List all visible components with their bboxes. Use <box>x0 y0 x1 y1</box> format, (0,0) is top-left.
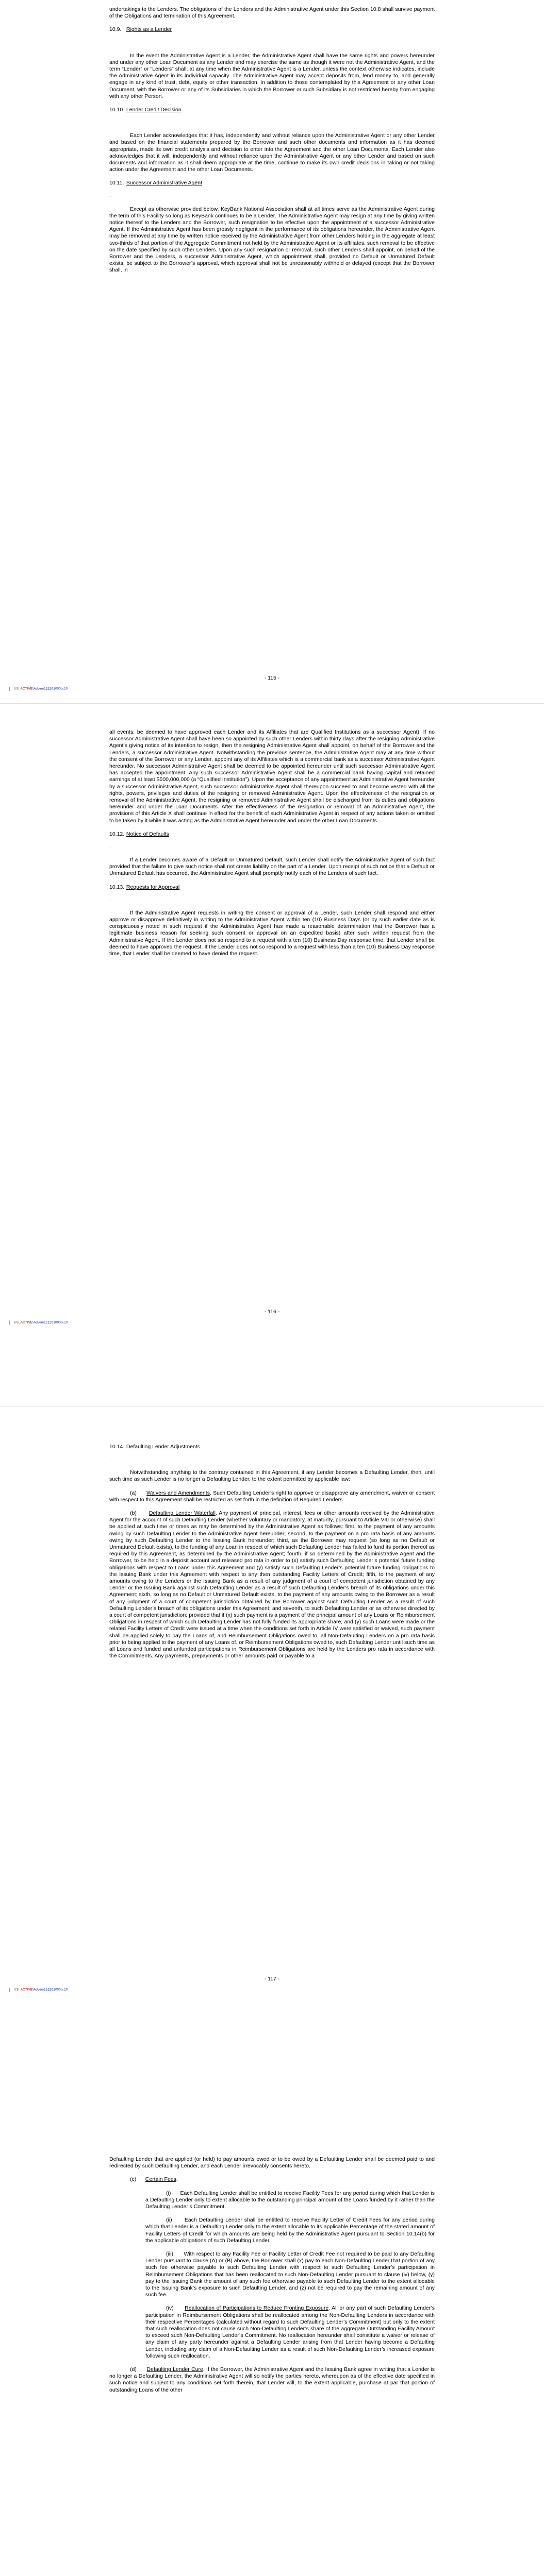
page-116 <box>0 703 544 1406</box>
section-10-13-heading: 10.13. Requests for Approval <box>109 884 180 890</box>
page-116-content <box>109 729 435 964</box>
clause-c-i: (i) Each Defaulting Lender shall be entitled to receive Facility Fees for any period during which that Lender is a Defaulting Lender only to extent allocable to the outstanding principal amount of the Loans funded by it rather than the Defaulting Lender’s Commitment. <box>145 2190 435 2210</box>
clause-c-iii: (iii) With respect to any Facility Fee or Facility Letter of Credit Fee not required to be paid to any Defaulting Lender pursuant to clause (A) or (B) above, the Borrower shall (x) pay to each Non-Defaulting Lender that portion of any such fee otherwise payable to such Defaulting Lender with respect to such Defaulting Lender’s participation in Reimbursement Obligations that has been reallocated to such Non-Defaulting Lender pursuant to clause (iv) below, (y) pay to the Issuing Bank the amount of any such fee otherwise payable to such Defaulting Lender to the extent allocable to the Issuing Bank’s exposure to such Defaulting Lender, and (z) not be required to pay the remaining amount of any such fee. <box>145 2251 435 2298</box>
clause-a-title: Waivers and Amendments <box>146 1489 210 1496</box>
document-footer: US_ACTIVE\Adven\121261000\v.10 <box>9 687 68 691</box>
section-10-11-text: Except as otherwise provided below, KeyBank National Association shall at all times serve as the Administrative Agent during the term of this Facility so long as KeyBank continues to be a Lender. The Administrative Agent may resign at any time by giving written notice thereof to the Lenders and the Borrower, such resignation to be effective upon the appointment of a successor Administrative Agent. If the Administrative Agent has been grossly negligent in the performance of its obligations hereunder, the Administrative Agent may be removed at any time by written notice received by the Administrative Agent from other Lenders holding in the aggregate at least two-thirds of that portion of the Aggregate Commitment not held by the Administrative Agent or its affiliates, such removal to be effective on the date specified by such other Lenders. Upon any such resignation or removal, such other Lenders shall appoint, on behalf of the Borrower and the Lenders, a successor Administrative Agent, which appointment shall, provided no Default or Unmatured Default exists, be subject to the Borrower’s approval, which approval shall not be unreasonably withheld or delayed (except that the Borrower shall, in <box>109 206 435 274</box>
section-10-12-text: If a Lender becomes aware of a Default or Unmatured Default, such Lender shall notify the Administrative Agent of such fact provided that the failure to give such notice shall not create liability on the part of a Lender. Upon receipt of such notice that a Default or Unmatured Default has occurred, the Administrative Agent shall promptly notify each of the Lenders of such fact. <box>109 857 435 877</box>
blank-line: . <box>109 118 111 125</box>
clause-c-ii: (ii) Each Defaulting Lender shall be entitled to receive Facility Letter of Credit Fees for any period during which that Lender is a Defaulting Lender only to the extent allocable to its applicable Percentage of the stated amount of Facility Letters of Credit for which amounts are being held by the Administrative Agent pursuant to Section 10.14(b) for the applicable obligations of such Defaulting Lender. <box>145 2217 435 2244</box>
section-10-14-title: Defaulting Lender Adjustments <box>126 1444 200 1450</box>
section-10-10-title: Lender Credit Decision <box>126 107 182 113</box>
clause-c-iv: (iv) Reallocation of Participations to Reduce Fronting Exposure. All or any part of such Defaulting Lender’s participation in Reimbursement Obligations shall be reallocated among the Non-Defaulting Lenders in accordance with their respective Percentages (calculated without regard to such Defaulting Lender’s Commitment) but only to the extent that such reallocation does not cause such Non-Defaulting Lender’s share of the aggregate Outstanding Facility Amount to exceed such Non-Defaulting Lender’s Commitment. No reallocation hereunder shall constitute a waiver or release of any claim of any party hereunder against a Defaulting Lender arising from that Lender having become a Defaulting Lender, including any claim of a Non-Defaulting Lender as a result of such Non-Defaulting Lender’s increased exposure following such reallocation. <box>145 2305 435 2359</box>
page-115-top-text: undertakings to the Lenders. The obligations of the Lenders and the Administrative Agent under this Section 10.8 shall survive payment of the Obligations and termination of this Agreement. <box>109 6 435 20</box>
page-116-top-text: all events, be deemed to have approved each Lender and its Affiliates that are Qualified Institutions as a successor Agent). If no successor Administrative Agent shall have been so appointed by such other Lenders within thirty days after the resigning Administrative Agent’s giving notice of its intention to resign, then the resigning Administrative Agent shall appoint, on behalf of the Borrower and the Lenders, a successor Administrative Agent. Notwithstanding the previous sentence, the Administrative Agent may at any time without the consent of the Borrower or any Lender, appoint any of its Affiliates which is a commercial bank as a successor Administrative Agent hereunder. No successor Administrative Agent shall be deemed to be appointed hereunder until such successor Administrative Agent has accepted the appointment. Any such successor Administrative Agent shall be a commercial bank having capital and retained earnings of at least $500,000,000 (a “Qualified Institution”). Upon the acceptance of any appointment as Administrative Agent hereunder by a successor Administrative Agent, such successor Administrative Agent shall thereupon succeed to and become vested with all the rights, powers, privileges and duties of the resigning or removed Administrative Agent. Upon the effectiveness of the resignation or removal of the Administrative Agent, the resigning or removed Administrative Agent shall be discharged from its duties and obligations hereunder and under the Loan Documents. After the effectiveness of the resignation or removal of an Administrative Agent, the provisions of this Article X shall continue in effect for the benefit of such Administrative Agent in respect of any actions taken or omitted to be taken by it while it was acting as the Administrative Agent hereunder and under the other Loan Documents. <box>109 729 435 824</box>
clause-b: (b) Defaulting Lender Waterfall. Any payment of principal, interest, fees or other amounts received by the Administrative Agent for the account of such Defaulting Lender (whether voluntary or mandatory, at maturity, pursuant to Article VIII or otherwise) shall be applied at such time or times as may be determined by the Administrative Agent as follows: first, to the payment of any amounts owing by such Defaulting Lender to the Administrative Agent hereunder; second, to the payment on a pro rata basis of any amounts owing by such Defaulting Lender to the Issuing Bank hereunder; third, as the Borrower may request (so long as no Default or Unmatured Default exists), to the funding of any Loan in respect of which such Defaulting Lender has failed to fund its portion thereof as required by this Agreement, as determined by the Administrative Agent; fourth, if so determined by the Administrative Agent and the Borrower, to be held in a deposit account and released pro rata in order to (x) satisfy such Defaulting Lender’s potential future funding obligations with respect to Loans under this Agreement and (y) satisfy such Defaulting Lender’s potential future funding obligations to the Issuing Bank under this Agreement with respect to any then outstanding Facility Letters of Credit; fifth, to the payment of any amounts owing to the Lenders or the Issuing Bank as a result of any judgment of a court of competent jurisdiction obtained by any Lender or the Issuing Bank against such Defaulting Lender as a result of such Defaulting Lender’s breach of its obligations under this Agreement; sixth, so long as no Default or Unmatured Default exists, to the payment of any amounts owing to the Borrower as a result of any judgment of a court of competent jurisdiction obtained by the Borrower against such Defaulting Lender as a result of such Defaulting Lender’s breach of its obligations under this Agreement; and seventh, to such Defaulting Lender or as otherwise directed by a court of competent jurisdiction; provided that if (x) such payment is a payment of the principal amount of any Loans or Reimbursement Obligations in respect of which such Defaulting Lender has not fully funded its appropriate share, and (y) such Loans were made or the related Facility Letters of Credit were issued at a time when the conditions set forth in Article IV were satisfied or waived, such payment shall be applied solely to pay the Loans of, and Reimbursement Obligations owed to, all Non-Defaulting Lenders on a pro rata basis prior to being applied to the payment of any Loans of, or Reimbursement Obligations owed to, such Defaulting Lender until such time as all Loans and funded and unfunded participations in Reimbursement Obligations are held by the Lenders pro rata in accordance with the Commitments. Any payments, prepayments or other amounts paid or payable to a <box>109 1510 435 1659</box>
section-10-13-text: If the Administrative Agent requests in writing the consent or approval of a Lender, such Lender shall respond and either approve or disapprove definitively in writing to the Administrative Agent within ten (10) Business Days (or by such earlier date as is conspicuously noted in such request if the Administrative Agent has made a reasonable determination that the Borrower has a legitimate business reason for seeking such consent or approval on an expedited basis) after such written request from the Administrative Agent. If the Lender does not so respond to a request with a ten (10) Business Day response time, that Lender shall be deemed to have approved the request. If the Lender does not so respond to a request with less than a ten (10) Business Day response time, that Lender shall be deemed to have denied the request. <box>109 909 435 957</box>
section-10-13-title: Requests for Approval <box>126 884 180 890</box>
page-117 <box>0 1406 544 2110</box>
clause-d: (d) Defaulting Lender Cure. If the Borrower, the Administrative Agent and the Issuing Bank agree in writing that a Lender is no longer a Defaulting Lender, the Administrative Agent will so notify the parties hereto, whereupon as of the effective date specified in such notice and subject to any conditions set forth therein, that Lender will, to the extent applicable, purchase at par that portion of outstanding Loans of the other <box>109 2366 435 2393</box>
document-footer: US_ACTIVE\Adven\121261000\v.10 <box>9 1988 68 1992</box>
section-10-9-text: In the event the Administrative Agent is a Lender, the Administrative Agent shall have the same rights and powers hereunder and under any other Loan Document as any Lender and may exercise the same as though it were not the Administrative Agent, and the term “Lender” or “Lenders” shall, at any time when the Administrative Agent is a Lender, unless the context otherwise indicates, include the Administrative Agent in its individual capacity. The Administrative Agent may accept deposits from, lend money to, and generally engage in any kind of trust, debt, equity or other transaction, in addition to those contemplated by this Agreement or any other Loan Document, with the Borrower or any of its Subsidiaries in which the Borrower or such Subsidiary is not restricted hereby from engaging with any other Person. <box>109 52 435 99</box>
section-10-9-title: Rights as a Lender <box>126 26 172 33</box>
section-10-14-heading: 10.14. Defaulting Lender Adjustments <box>109 1444 200 1450</box>
blank-line: . <box>109 843 111 850</box>
section-10-9-heading: 10.9. Rights as a Lender <box>109 26 172 33</box>
blank-line: . <box>109 192 111 198</box>
page-118-top-text: Defaulting Lender that are applied (or held) to pay amounts owed or to be owed by a Defaulting Lender shall be deemed paid to and redirected by such Defaulting Lender, and each Lender irrevocably consents hereto. <box>109 2156 435 2170</box>
clause-c-iv-title: Reallocation of Participations to Reduce Fronting Exposure <box>185 2305 329 2312</box>
section-10-10-heading: 10.10. Lender Credit Decision <box>109 107 182 113</box>
page-117-content <box>109 1437 435 1666</box>
section-10-10-text: Each Lender acknowledges that it has, independently and without reliance upon the Administrative Agent or any other Lender and based on the financial statements prepared by the Borrower and such other documents and information as it has deemed appropriate, made its own credit analysis and decision to enter into the Agreement and the other Loan Documents. Each Lender also acknowledges that it will, independently and without reliance upon the Administrative Agent or any other Lender and based on such documents and information as it shall deem appropriate at the time, continue to make its own credit decisions in taking or not taking action under the Agreement and the other Loan Documents. <box>109 132 435 173</box>
section-10-11-heading: 10.11. Successor Administrative Agent <box>109 180 202 187</box>
clause-c-title: Certain Fees <box>145 2176 176 2183</box>
section-10-12-heading: 10.12. Notice of Defaults <box>109 831 169 837</box>
clause-b-title: Defaulting Lender Waterfall <box>149 1510 216 1517</box>
page-115-content <box>109 6 435 281</box>
section-10-11-title: Successor Administrative Agent <box>126 180 202 187</box>
page-118-content <box>109 2156 435 2400</box>
blank-line: . <box>109 895 111 902</box>
page-number: - 115 - <box>264 675 280 681</box>
page-number: - 116 - <box>264 1309 280 1315</box>
blank-line: . <box>109 1455 111 1462</box>
clause-c: (c) Certain Fees. <box>130 2176 178 2183</box>
page-number: - 117 - <box>264 1976 280 1982</box>
section-10-12-title: Notice of Defaults <box>126 831 169 837</box>
section-10-14-text: Notwithstanding anything to the contrary contained in this Agreement, if any Lender becomes a Defaulting Lender, then, until such time as such Lender is no longer a Defaulting Lender, to the extent permitted by applicable law: <box>109 1469 435 1483</box>
document-footer: US_ACTIVE\Adven\121261000\v.10 <box>9 1320 68 1325</box>
clause-a: (a) Waivers and Amendments. Such Defaulting Lender’s right to approve or disapprove any amendment, waiver or consent with respect to this Agreement shall be restricted as set forth in the definition of Required Lenders. <box>109 1489 435 1503</box>
page-115 <box>0 0 544 703</box>
blank-line: . <box>109 38 111 45</box>
page-118 <box>0 2110 544 2576</box>
clause-d-title: Defaulting Lender Cure <box>146 2366 203 2373</box>
